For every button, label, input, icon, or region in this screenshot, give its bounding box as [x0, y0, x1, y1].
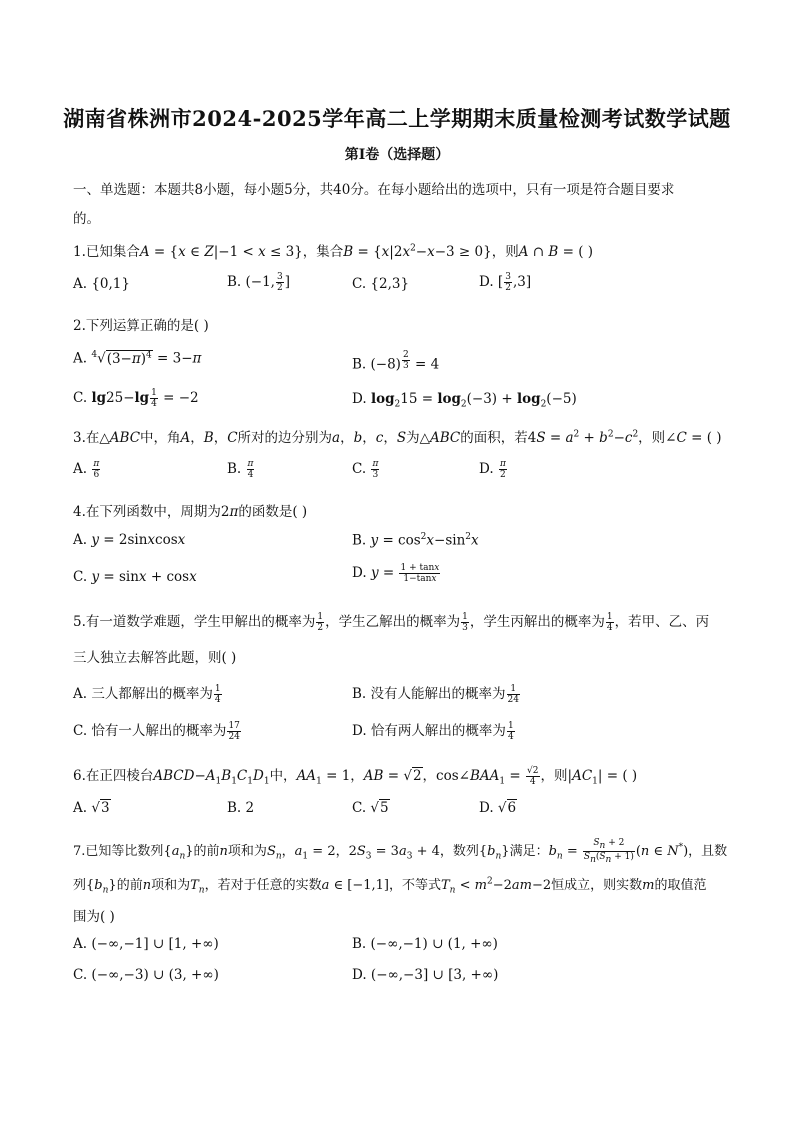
question-3-stem: 3.在△ABC中，角A，B，C所对的边分别为a，b，c，S为△ABC的面积，若$4S = a^2 + b^2-c^2$，则∠C = ( ): [73, 429, 722, 446]
page-subtitle: 第Ⅰ卷（选择题）: [344, 147, 450, 163]
page-title: 湖南省株洲市2024-2025学年高二上学期期末质量检测考试数学试题: [63, 106, 731, 131]
question-5-option-b[interactable]: B. 没有人能解出的概率为 $\frac{1}{24}$: [352, 684, 519, 705]
section-instructions-line1: 一、单选题：本题共8小题，每小题5分，共40分。在每小题给出的选项中，只有一项是符合题目要求: [73, 182, 675, 198]
section-instructions-line2: 的。: [73, 211, 100, 227]
question-5-option-c[interactable]: C. 恰有一人解出的概率为 $\frac{17}{24}$: [73, 721, 240, 742]
question-7-option-c[interactable]: C. (−∞,−3) ∪ (3, +∞): [73, 967, 219, 983]
question-6-option-d[interactable]: D. √6: [479, 800, 517, 816]
question-7-stem-line1: 7.已知等比数列$\{a_n\}$的前n项和为$S_n$，$a_1 = 2$，$2S_3 = 3a_3 + 4$，数列$\{b_n\}$满足：$b_n$ = $\frac{S_n + 2}{S_n(S_n + 1)}$ (n ∈ N*)，且数: [73, 838, 728, 865]
question-6-option-a[interactable]: A. √3: [73, 800, 110, 816]
question-4-option-a[interactable]: A. y = 2sinxcosx: [73, 532, 186, 548]
question-4-stem: 4.在下列函数中，周期为2π的函数是( ): [73, 504, 308, 520]
question-4-option-d[interactable]: D. y = $\frac{1 + \tan x}{1-\tan x}$: [352, 563, 440, 584]
question-3-option-a[interactable]: A. $\frac{\pi}{6}$: [73, 459, 100, 480]
question-3-option-c[interactable]: C. $\frac{\pi}{3}$: [352, 459, 379, 480]
question-2-option-d[interactable]: D. $\log_215 = \log_2(-3) + \log_2(-5)$: [352, 391, 577, 410]
question-3-option-d[interactable]: D. $\frac{\pi}{2}$: [479, 459, 506, 480]
question-2-option-c[interactable]: C. lg25−lg $\frac{1}{4}$ = −2: [73, 388, 199, 409]
question-4-option-b[interactable]: B. $y = \cos^2x-\sin^2x$: [352, 532, 479, 549]
question-1-stem: 1.已知集合A = {x ∈ Z|−1 < x ≤ 3}，集合$B = \{x|2x^2-x-3 \ge 0\}$，则A ∩ B = ( ): [73, 243, 594, 260]
question-1-option-b[interactable]: B. (−1, $\frac{3}{2}$ ]: [227, 272, 290, 293]
question-7-stem-line3: 围为( ): [73, 909, 115, 925]
question-3-option-b[interactable]: B. $\frac{\pi}{4}$: [227, 459, 254, 480]
question-5-stem-line2: 三人独立去解答此题，则( ): [73, 650, 237, 666]
question-2-stem: 2.下列运算正确的是( ): [73, 318, 209, 334]
question-5-option-d[interactable]: D. 恰有两人解出的概率为 $\frac{1}{4}$: [352, 721, 514, 742]
question-4-option-c[interactable]: C. y = sinx + cosx: [73, 569, 197, 585]
question-2-option-b[interactable]: B. (−8) $^{\frac{2}{3}}$ = 4: [352, 350, 440, 373]
question-5-stem-line1: 5.有一道数学难题，学生甲解出的概率为 $\frac{1}{2}$ ，学生乙解出的概率为 $\frac{1}{3}$ ，学生丙解出的概率为 $\frac{1}{4}$ ，若甲、乙、丙: [73, 612, 710, 633]
question-6-stem: 6.在正四棱台$ABCD-A_1B_1C_1D_1$中，$AA_1 = 1$，AB = √2，$\cos\angle BAA_1$ = $\frac{√2}{4}$ ，则$|AC_1|$ = ( ): [73, 766, 638, 787]
question-6-option-b[interactable]: B. 2: [227, 800, 255, 816]
question-6-option-c[interactable]: C. √5: [352, 800, 389, 816]
question-1-option-a[interactable]: A. {0,1}: [73, 276, 130, 292]
question-7-option-d[interactable]: D. (−∞,−3] ∪ [3, +∞): [352, 967, 499, 983]
question-7-option-b[interactable]: B. (−∞,−1) ∪ (1, +∞): [352, 936, 498, 952]
question-2-option-a[interactable]: A. $^4√(3-\pi)^4 = 3-\pi$: [73, 350, 202, 367]
question-7-option-a[interactable]: A. (−∞,−1] ∪ [1, +∞): [73, 936, 219, 952]
question-1-option-d[interactable]: D. [ $\frac{3}{2}$ ,3]: [479, 272, 532, 293]
question-5-option-a[interactable]: A. 三人都解出的概率为 $\frac{1}{4}$: [73, 684, 221, 705]
question-7-stem-line2: 列$\{b_n\}$的前n项和为$T_n$，若对于任意的实数a ∈ [−1,1]，不等式$T_n < m^2-2am-2$恒成立，则实数m的取值范: [73, 876, 707, 896]
question-1-option-c[interactable]: C. {2,3}: [352, 276, 410, 292]
